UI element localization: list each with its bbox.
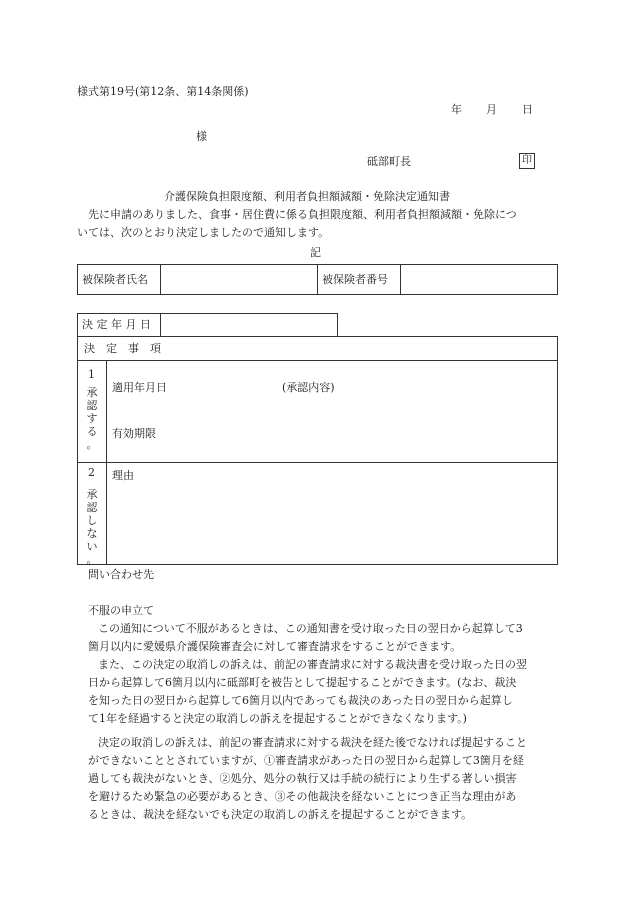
seal-mark: 印 (519, 153, 535, 169)
date-month-label: 月 (486, 103, 497, 116)
intro-line-1: 先に申請のありました、食事・居住費に係る負担限度額、利用者負担額減額・免除につ (88, 208, 517, 221)
appeal-p1-line-2: 箇月以内に愛媛県介護保険審査会に対して審査請求をすることができます。 (88, 640, 462, 653)
issuer-name: 砥部町長 (367, 155, 411, 168)
disapprove-label-char: 承 (86, 488, 98, 501)
appeal-p3-line-1: 決定の取消しの訴えは、前記の審査請求に対する裁決を経た後でなければ提起すること (98, 736, 527, 749)
document-title: 介護保険負担限度額、利用者負担額減額・免除決定通知書 (164, 190, 450, 203)
appeal-p3-line-2: ができないこととされていますが、①審査請求があった日の翌日から起算して3箇月を経 (88, 754, 524, 767)
approval-content-label: (承認内容) (282, 381, 335, 394)
appeal-p3-line-3: 過しても裁決がないとき、②処分、処分の執行又は手続の続行により生ずる著しい損害 (88, 772, 517, 785)
valid-period-label: 有効期限 (112, 427, 156, 440)
appeal-p2-line-2: 日から起算して6箇月以内に砥部町を被告として提起することができます。(なお、裁決 (88, 676, 517, 689)
approve-label-char: 。 (86, 438, 98, 451)
appeal-p2-line-3: を知った日の翌日から起算して6箇月以内であっても裁決のあった日の翌日から起算し (88, 694, 513, 707)
insured-number-label: 被保険者番号 (322, 273, 388, 286)
approve-vertical-label (85, 386, 99, 451)
disapprove-label-char: な (86, 527, 98, 540)
disapprove-label-char: 。 (86, 553, 98, 566)
disapprove-label-char: 認 (86, 501, 98, 514)
ki-heading: 記 (310, 246, 321, 259)
disapprove-number: 2 (88, 466, 95, 479)
approve-label-char: 承 (86, 386, 98, 399)
approve-label-char: る (86, 425, 98, 438)
recipient-honorific: 様 (196, 130, 207, 143)
appeal-p2-line-1: また、この決定の取消しの訴えは、前記の審査請求に対する裁決書を受け取った日の翌 (98, 658, 527, 671)
reason-label: 理由 (112, 469, 134, 482)
appeal-heading: 不服の申立て (88, 604, 154, 617)
appeal-p3-line-4: を避けるため緊急の必要があるとき、③その他裁決を経ないことにつき正当な理由があ (88, 790, 517, 803)
inquiry-label: 問い合わせ先 (88, 568, 154, 581)
approve-number: 1 (88, 368, 95, 381)
decision-date-label: 決 定 年 月 日 (82, 318, 151, 331)
approve-label-char: 認 (86, 399, 98, 412)
approve-label-char: す (86, 412, 98, 425)
form-number: 様式第19号(第12条、第14条関係) (77, 85, 249, 98)
insured-name-label: 被保険者氏名 (82, 273, 148, 286)
decision-matters-table (77, 336, 558, 565)
intro-line-2: いては、次のとおり決定しましたので通知します。 (77, 226, 330, 239)
disapprove-label-char: し (86, 514, 98, 527)
applicable-date-label: 適用年月日 (112, 381, 167, 394)
disapprove-label-char: い (86, 540, 98, 553)
disapprove-vertical-label (85, 488, 99, 566)
date-day-label: 日 (522, 103, 533, 116)
appeal-p1-line-1: この通知について不服があるときは、この通知書を受け取った日の翌日から起算して3 (98, 622, 523, 635)
date-year-label: 年 (451, 103, 462, 116)
appeal-p3-line-5: るときは、裁決を経ないでも決定の取消しの訴えを提起することができます。 (88, 808, 473, 821)
appeal-p2-line-4: て1年を経過すると決定の取消しの訴えを提起することができなくなります。) (88, 712, 467, 725)
decision-matters-label: 決 定 事 項 (84, 342, 161, 355)
